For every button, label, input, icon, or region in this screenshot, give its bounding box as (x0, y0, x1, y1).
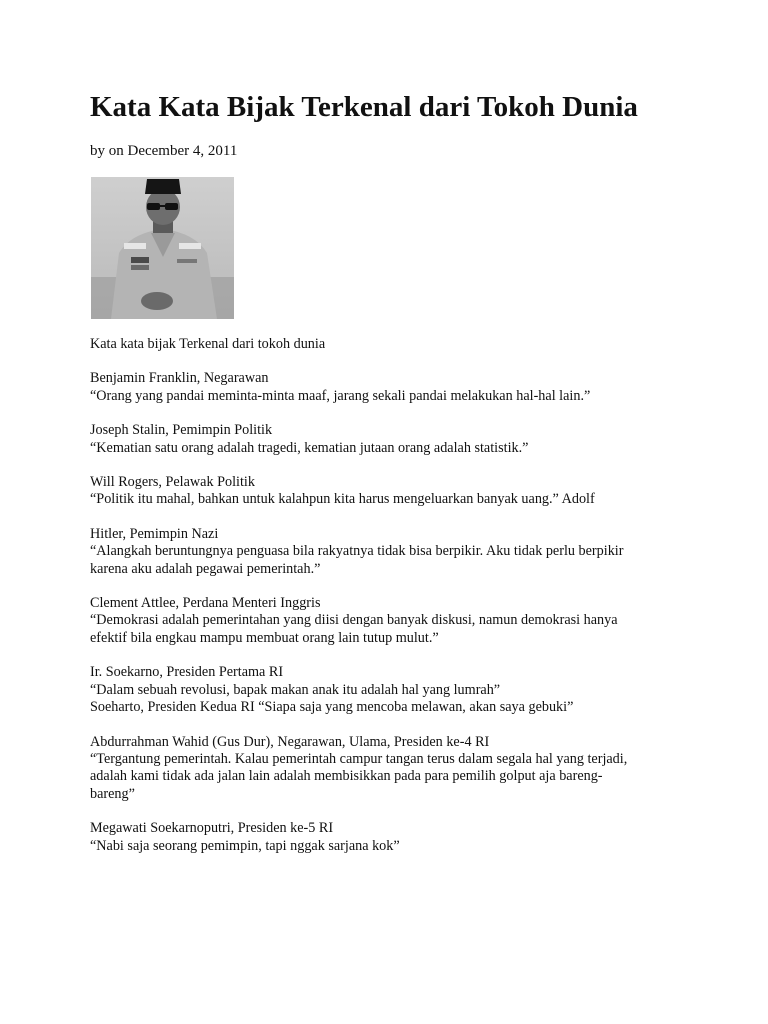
quote-author: Abdurrahman Wahid (Gus Dur), Negarawan, Ulama, Presiden ke-4 RI (90, 733, 490, 750)
quote-text: “Politik itu mahal, bahkan untuk kalahpun kita harus mengeluarkan banyak uang.” Adolf (90, 491, 595, 508)
quote-block (90, 664, 690, 716)
quote-text: “Orang yang pandai meminta-minta maaf, jarang sekali pandai melakukan hal-hal lain.” (90, 387, 591, 404)
article-intro: Kata kata bijak Terkenal dari tokoh dunia (90, 336, 326, 352)
quote-text: adalah kami tidak ada jalan lain adalah membisikkan pada para pemilih golput aja bareng- (90, 768, 603, 785)
article-body (90, 336, 690, 872)
portrait-photo (91, 177, 234, 319)
quote-text: “Dalam sebuah revolusi, bapak makan anak itu adalah hal yang lumrah” (90, 681, 501, 698)
article-byline: by on December 4, 2011 (90, 143, 238, 159)
quote-block (90, 526, 690, 578)
quote-block (90, 422, 690, 457)
quote-text: “Nabi saja seorang pemimpin, tapi nggak sarjana kok” (90, 837, 400, 854)
quote-text: “Kematian satu orang adalah tragedi, kematian jutaan orang adalah statistik.” (90, 439, 529, 456)
quote-block (90, 734, 690, 804)
quote-author: Hitler, Pemimpin Nazi (90, 525, 219, 542)
quote-author: Clement Attlee, Perdana Menteri Inggris (90, 595, 321, 612)
portrait-image (91, 177, 234, 319)
quote-author: Megawati Soekarnoputri, Presiden ke-5 RI (90, 820, 334, 837)
quote-text: “Demokrasi adalah pemerintahan yang diisi dengan banyak diskusi, namun demokrasi hanya (90, 612, 618, 629)
quote-text: karena aku adalah pegawai pemerintah.” (90, 560, 321, 577)
quote-author: Joseph Stalin, Pemimpin Politik (90, 422, 273, 439)
quote-author: Ir. Soekarno, Presiden Pertama RI (90, 664, 284, 681)
quote-block (90, 370, 690, 405)
quote-block (90, 474, 690, 509)
quote-text: efektif bila engkau mampu membuat orang lain tutup mulut.” (90, 629, 439, 646)
article-title: Kata Kata Bijak Terkenal dari Tokoh Dunia (90, 91, 638, 123)
quote-text: bareng” (90, 785, 135, 802)
quote-block (90, 820, 690, 855)
quote-author: Will Rogers, Pelawak Politik (90, 474, 255, 491)
quote-text: “Alangkah beruntungnya penguasa bila rakyatnya tidak bisa berpikir. Aku tidak perlu berpikir (90, 543, 624, 560)
quote-text: “Tergantung pemerintah. Kalau pemerintah campur tangan terus dalam segala hal yang terjadi, (90, 750, 628, 767)
quote-text: Soeharto, Presiden Kedua RI “Siapa saja yang mencoba melawan, akan saya gebuki” (90, 699, 574, 716)
quote-block (90, 595, 690, 647)
quote-author: Benjamin Franklin, Negarawan (90, 370, 269, 387)
